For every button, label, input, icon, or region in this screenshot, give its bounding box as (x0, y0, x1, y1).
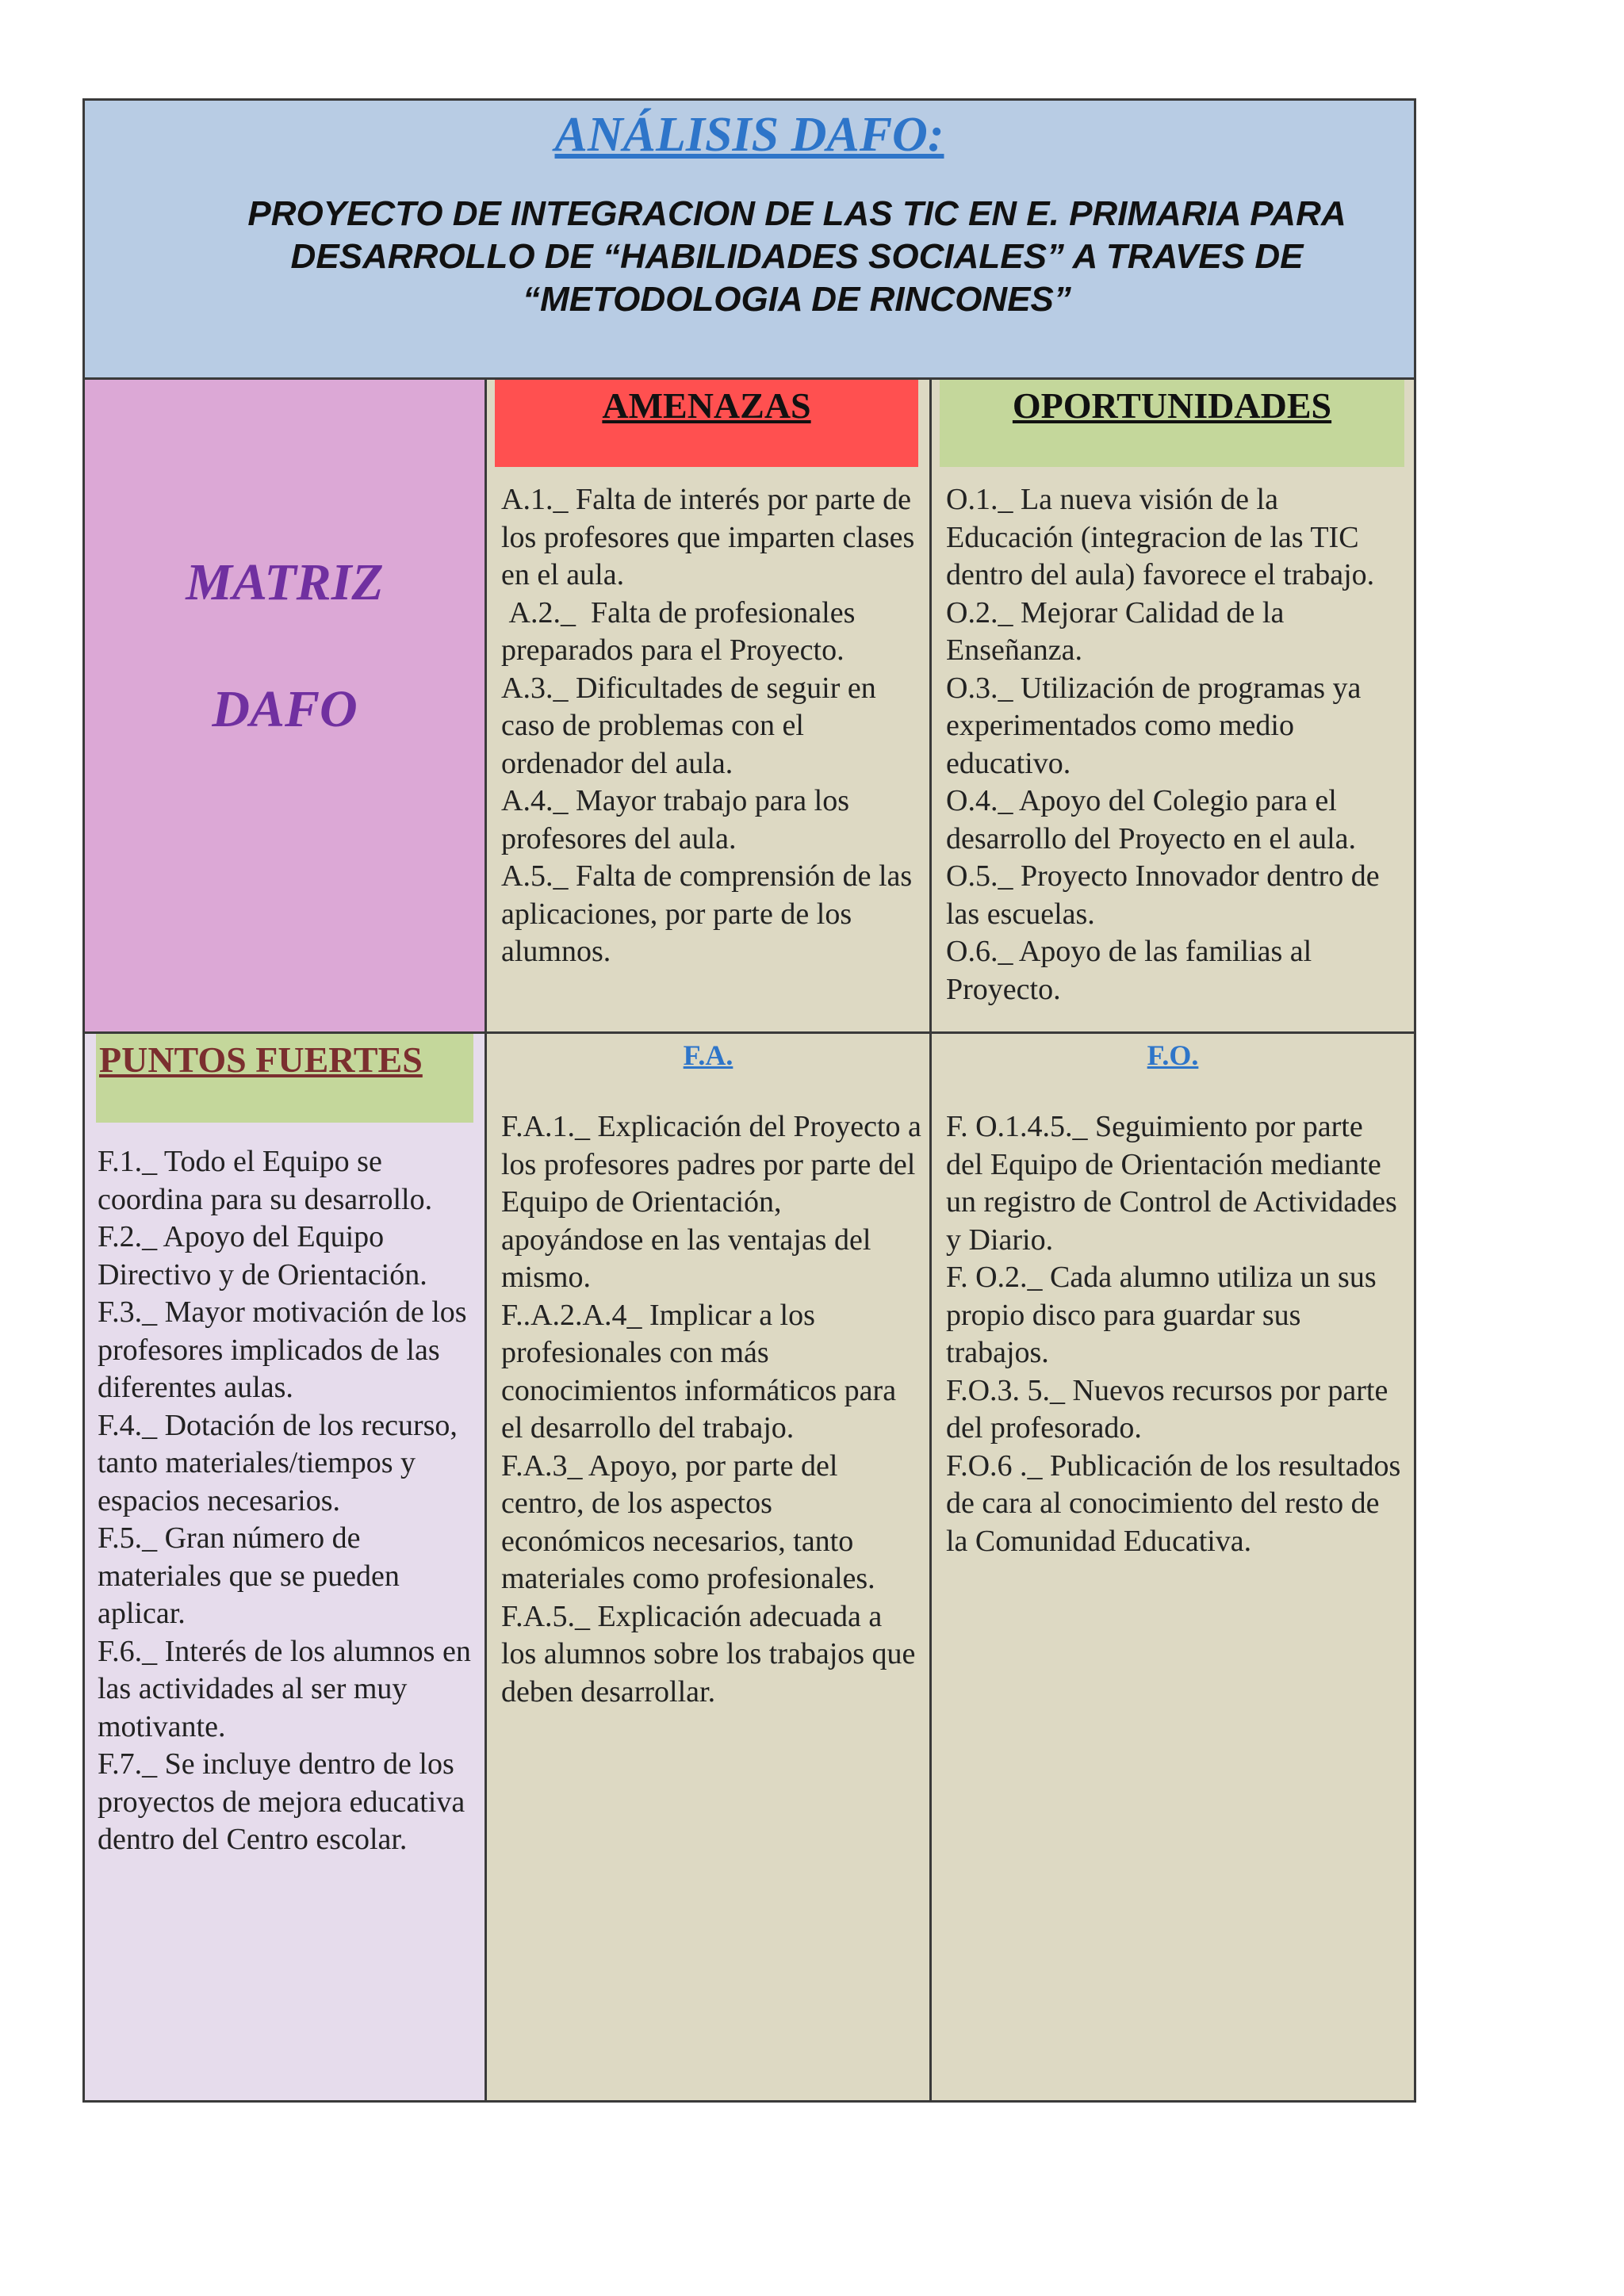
amenazas-heading: AMENAZAS (495, 380, 918, 467)
list-item: O.2._ Mejorar Calidad de la Enseñanza. (946, 595, 1285, 667)
list-item: A.4._ Mayor trabajo para los profesores del aula. (501, 784, 849, 855)
dafo-table (82, 98, 1416, 2103)
list-item: A.5._ Falta de comprensión de las aplicaciones, por parte de los alumnos. (501, 859, 913, 968)
list-item: A.1._ Falta de interés por parte de los profesores que imparten clases en el aula. (501, 483, 915, 591)
list-item: O.3._ Utilización de programas ya experimentados como medio educativo. (946, 671, 1362, 780)
puntos-fuertes-cell (85, 1031, 487, 2100)
puntos-fuertes-heading: PUNTOS FUERTES (96, 1034, 473, 1123)
fa-cell (487, 1031, 932, 2100)
oportunidades-list (946, 481, 1406, 1008)
list-item: O.4._ Apoyo del Colegio para el desarrollo del Proyecto en el aula. (946, 784, 1357, 855)
list-item: F. O.2._ Cada alumno utiliza un sus propio disco para guardar sus trabajos. (946, 1261, 1377, 1369)
list-item: F.2._ Apoyo del Equipo Directivo y de Orientación. (98, 1220, 427, 1292)
fa-list (501, 1108, 921, 1711)
list-item: F.4._ Dotación de los recurso, tanto materiales/tiempos y espacios necesarios. (98, 1408, 458, 1517)
list-item: F.7._ Se incluye dentro de los proyectos de mejora educativa dentro del Centro escolar. (98, 1747, 465, 1856)
list-item: O.6._ Apoyo de las familias al Proyecto. (946, 935, 1312, 1006)
fo-list (946, 1108, 1406, 1560)
puntos-fuertes-list (98, 1143, 478, 1859)
amenazas-list (501, 481, 921, 971)
matrix-dafo-cell (85, 380, 487, 1031)
list-item: A.2._ Falta de profesionales preparados para el Proyecto. (501, 595, 863, 667)
list-item: F.A.5._ Explicación adecuada a los alumnos sobre los trabajos que deben desarrollar. (501, 1599, 916, 1709)
list-item: A.3._ Dificultades de seguir en caso de problemas con el ordenador del aula. (501, 671, 876, 780)
list-item: O.1._ La nueva visión de la Educación (integracion de las TIC dentro del aula) favorece el trabajo. (946, 483, 1375, 591)
list-item: F.O.3. 5._ Nuevos recursos por parte del profesorado. (946, 1373, 1388, 1445)
fo-cell (932, 1031, 1414, 2100)
page-title: ANÁLISIS DAFO: (554, 108, 944, 162)
list-item: F.5._ Gran número de materiales que se pueden aplicar. (98, 1521, 400, 1630)
list-item: F.A.1._ Explicación del Proyecto a los profesores padres por parte del Equipo de Orientación, apoyándose en las ventajas del mismo. (501, 1110, 921, 1294)
list-item: F.O.6 ._ Publicación de los resultados de cara al conocimiento del resto de la Comunidad Educativa. (946, 1448, 1401, 1558)
matrix-label-line1: MATRIZ (186, 553, 384, 611)
list-item: F..A.2.A.4_ Implicar a los profesionales con más conocimientos informáticos para el desarrollo del trabajo. (501, 1298, 897, 1445)
project-subtitle: PROYECTO DE INTEGRACION DE LAS TIC EN E. PRIMARIA PARA DESARROLLO DE “HABILIDADES SOCIALES” A TRAVES DE “METODOLOGIA DE RINCONES” (247, 194, 1346, 319)
amenazas-cell (487, 380, 932, 1031)
list-item: F.6._ Interés de los alumnos en las actividades al ser muy motivante. (98, 1634, 471, 1743)
fo-heading: F.O. (1147, 1039, 1199, 1071)
list-item: F.1._ Todo el Equipo se coordina para su desarrollo. (98, 1145, 433, 1216)
list-item: O.5._ Proyecto Innovador dentro de las escuelas. (946, 859, 1380, 931)
oportunidades-cell (932, 380, 1414, 1031)
oportunidades-heading: OPORTUNIDADES (940, 380, 1404, 467)
table-header (85, 101, 1414, 380)
list-item: F.3._ Mayor motivación de los profesores implicados de las diferentes aulas. (98, 1295, 467, 1404)
list-item: F. O.1.4.5._ Seguimiento por parte del Equipo de Orientación mediante un registro de Control de Actividades y Diario. (946, 1110, 1397, 1257)
list-item: F.A.3_ Apoyo, por parte del centro, de los aspectos económicos necesarios, tanto materiales como profesionales. (501, 1448, 875, 1595)
fa-heading: F.A. (683, 1039, 733, 1071)
matrix-label-line2: DAFO (212, 680, 358, 738)
